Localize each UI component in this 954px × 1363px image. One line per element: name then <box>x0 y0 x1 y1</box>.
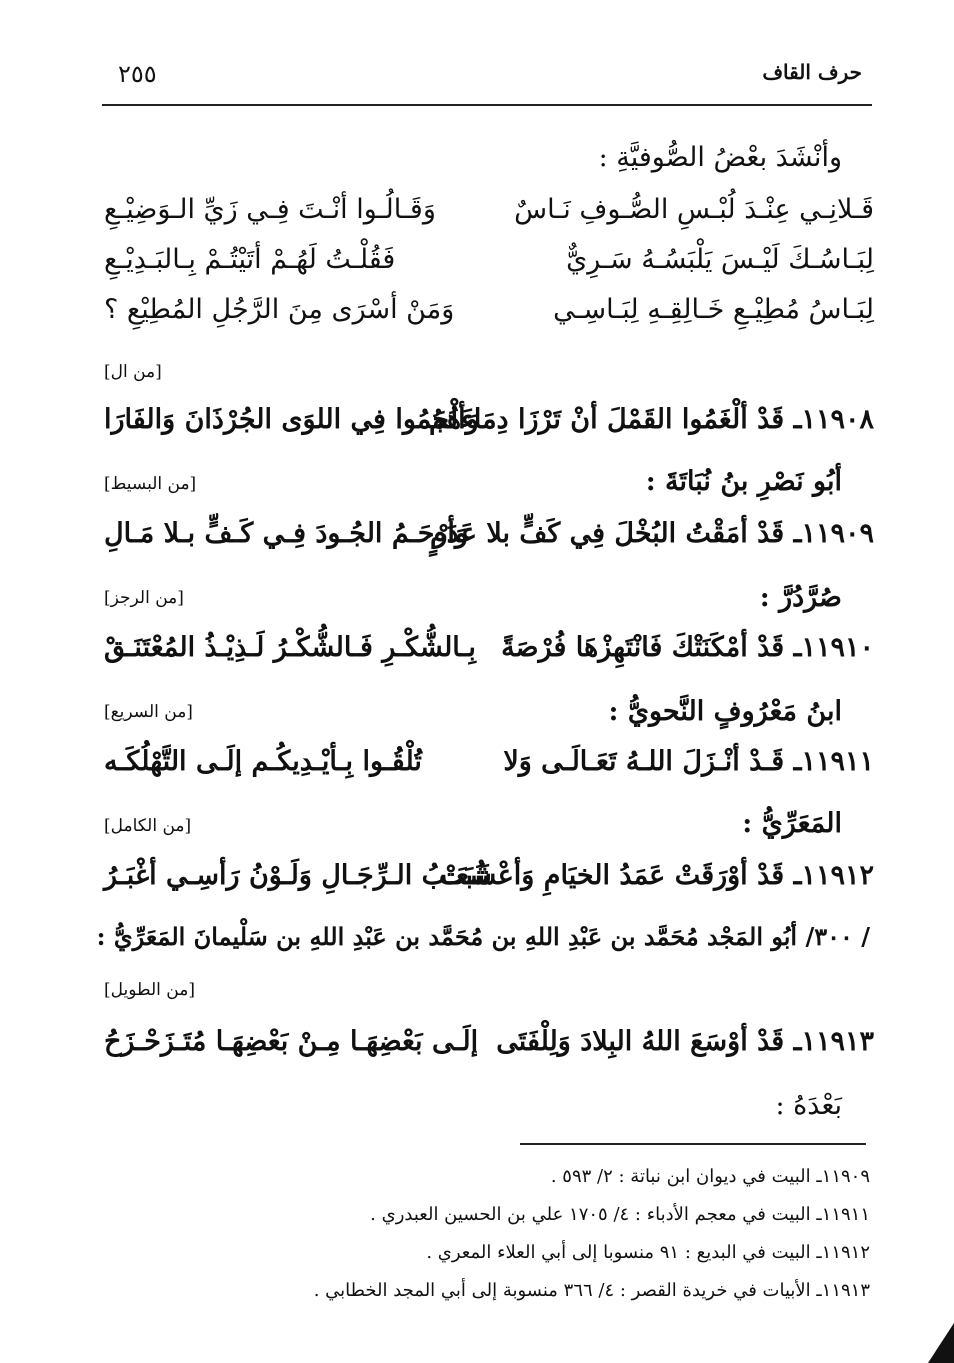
meter-label-1909: [من البسيط] <box>104 474 197 494</box>
poet-intro-1911: ابنُ مَعْرُوفٍ النَّحويُّ : <box>608 696 842 727</box>
verse-1913-first-hemistich: ١١٩١٣ـ قَدْ أوْسَعَ اللهُ البِلادَ وَلِلْفَتَى <box>496 1026 874 1057</box>
verse-1910 <box>104 632 874 682</box>
poem-intro: وأنْشَدَ بعْضُ الصُّوفيَّةِ : <box>598 142 842 173</box>
poem-verse-1-second-hemistich: وَقَـالُـوا أنْـتَ فِـي زَيِّ الـوَضِيْـعِ <box>104 194 436 225</box>
poem-verse-1 <box>104 194 874 244</box>
page-number: ٢٥٥ <box>118 60 157 88</box>
poem-verse-3 <box>104 294 874 344</box>
poem-verse-3-first-hemistich: لِبَـاسُ مُطِيْـعِ خَـالِقِـهِ لِبَـاسِـي <box>553 294 874 325</box>
verse-1908-first-hemistich: ١١٩٠٨ـ قَدْ ألْغَمُوا القَمْلَ أنْ تَرْزَا دِمَاءَهُمُ <box>428 404 874 435</box>
verse-1912-second-hemistich: شُعَـبُ الـرِّجَـالِ وَلَـوْنُ رَأسِـي أغْبَـرُ <box>104 860 492 891</box>
verse-1910-first-hemistich: ١١٩١٠ـ قَدْ أمْكَنَتْكَ فَانْتَهِزْهَا فُرْصَةً <box>501 632 874 663</box>
verse-1913-second-hemistich: إلَـى بَعْضِهَـا مِـنْ بَعْضِهَـا مُتَـزَحْـزَحُ <box>104 1026 479 1057</box>
poem-verse-2 <box>104 244 874 294</box>
verse-1909-second-hemistich: وَأرْحَـمُ الجُـودَ فِـي كَـفٍّ بـلا مَـالِ <box>104 518 468 549</box>
page-corner-mark <box>928 1323 954 1363</box>
footnote-1912: ١١٩١٢ـ البيت في البديع : ٩١ منسوبا إلى أبي العلاء المعري . <box>426 1242 870 1263</box>
poet-intro-1913: / ٣٠٠/ أبُو المَجْد مُحَمَّد بن عَبْدِ اللهِ بن مُحَمَّد بن عَبْدِ اللهِ بن سَلْيمانَ المَعَرِّيُّ : <box>96 922 870 951</box>
verse-1912 <box>104 860 874 910</box>
poet-intro-1910: صُرَّدُرَّ : <box>759 582 842 613</box>
verse-1908-second-hemistich: وَألْجَمُوا فِي اللوَى الجُرْذَانَ وَالفَارَا <box>104 404 479 435</box>
footnote-rule <box>520 1143 866 1145</box>
poem-verse-3-second-hemistich: وَمَنْ أسْرَى مِنَ الرَّجُلِ المُطِيْعِ ؟ <box>104 294 455 325</box>
meter-label-1910: [من الرجز] <box>104 588 184 608</box>
header-rule <box>102 104 872 106</box>
continuation-label: بَعْدَهُ : <box>775 1090 842 1121</box>
footnote-1909: ١١٩٠٩ـ البيت في ديوان ابن نباتة : ٢/ ٥٩٣ . <box>550 1166 870 1187</box>
poet-intro-1909: أبُو نَصْرِ بنُ نُبَاتَةَ : <box>645 466 842 497</box>
meter-label-1912: [من الكامل] <box>104 816 192 836</box>
verse-1911-first-hemistich: ١١٩١١ـ قَـدْ أنْـزَلَ اللـهُ تَعَـالَـى وَلا <box>503 746 874 777</box>
verse-1908 <box>104 404 874 454</box>
poet-intro-1912: المَعَرِّيُّ : <box>742 808 842 839</box>
poem-verse-1-first-hemistich: قَـلانِـي عِنْـدَ لُبْـسِ الصُّـوفِ نَـاسٌ <box>514 194 874 225</box>
verse-1909 <box>104 518 874 568</box>
poem-verse-2-first-hemistich: لِبَـاسُـكَ لَيْـسَ يَلْبَسُـهُ سَـرِيٌّ <box>566 244 874 275</box>
meter-label-1911: [من السريع] <box>104 702 193 722</box>
chapter-title: حرف القاف <box>762 60 862 84</box>
verse-1911 <box>104 746 874 796</box>
meter-label-1908: [من ال] <box>104 362 162 382</box>
footnote-1911: ١١٩١١ـ البيت في معجم الأدباء : ٤/ ١٧٠٥ علي بن الحسين العبدري . <box>370 1204 870 1225</box>
verse-1911-second-hemistich: تُلْقُـوا بِـأيْـدِيكُـم إلَـى التَّهْلُكَـه <box>104 746 422 777</box>
poem-verse-2-second-hemistich: فَقُلْـتُ لَهُـمْ أتَيْتُـمْ بِـالبَـدِيْـعِ <box>104 244 396 275</box>
verse-1910-second-hemistich: بِـالشُّكْـرِ فَـالشُّكْـرُ لَـذِيْـذُ المُعْتَنَـقْ <box>104 632 476 663</box>
verse-1912-first-hemistich: ١١٩١٢ـ قَدْ أوْرَقَتْ عَمَدُ الخيَامِ وَأعْشَبَتْ <box>438 860 874 891</box>
footnote-1913: ١١٩١٣ـ الأبيات في خريدة القصر : ٤/ ٣٦٦ منسوبة إلى أبي المجد الخطابي . <box>313 1280 870 1301</box>
meter-label-1913: [من الطويل] <box>104 980 195 1000</box>
verse-1913 <box>104 1026 874 1076</box>
verse-1909-first-hemistich: ١١٩٠٩ـ قَدْ أمَقْتُ البُخْلَ فِي كَفٍّ بلا عَدَمٍ <box>429 518 874 549</box>
